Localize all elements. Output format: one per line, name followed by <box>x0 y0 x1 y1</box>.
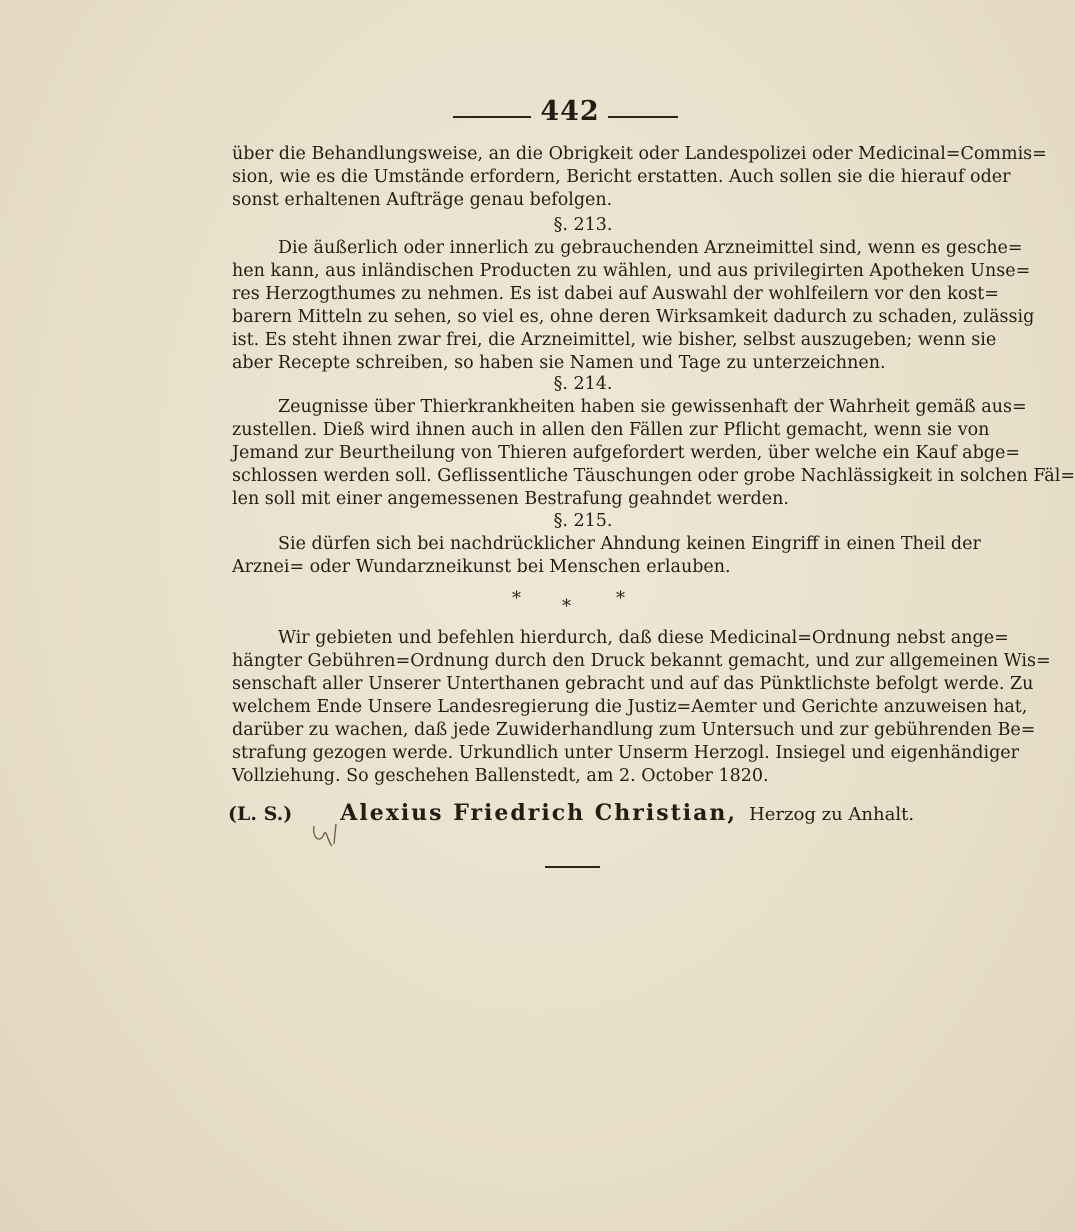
section-heading: §. 213. <box>553 215 613 235</box>
asterisk: * <box>512 588 521 609</box>
section-heading: §. 214. <box>553 374 613 394</box>
section-213 <box>232 214 1035 375</box>
closing-rule <box>545 866 600 868</box>
section-heading: §. 215. <box>553 511 613 531</box>
text-line: Wir gebieten und befehlen hierdurch, daß diese Medicinal=Ordnung nebst ange= <box>278 628 1009 648</box>
text-line: senschaft aller Unserer Unterthanen gebracht und auf das Pünktlichste befolgt werde. Zu <box>232 674 1034 694</box>
text-line: Vollziehung. So geschehen Ballenstedt, am 2. October 1820. <box>232 766 769 786</box>
handwritten-mark <box>310 820 350 850</box>
section-214 <box>232 373 1075 511</box>
text-line: welchem Ende Unsere Landesregierung die Justiz=Aemter und Gerichte anzuweisen hat, <box>232 697 1028 717</box>
page-number: 442 <box>540 96 600 127</box>
text-line: barern Mitteln zu sehen, so viel es, ohne deren Wirksamkeit dadurch zu schaden, zulässig <box>232 307 1035 327</box>
text-line: hängter Gebühren=Ordnung durch den Druck bekannt gemacht, und zur allgemeinen Wis= <box>232 651 1051 671</box>
text-line: Jemand zur Beurtheilung von Thieren aufgefordert werden, über welche ein Kauf abge= <box>232 443 1021 463</box>
text-line: ist. Es steht ihnen zwar frei, die Arzneimittel, wie bisher, selbst auszugeben; wenn sie <box>232 330 997 350</box>
signatory-title: Herzog zu Anhalt. <box>749 804 915 825</box>
text-line: zustellen. Dieß wird ihnen auch in allen den Fällen zur Pflicht gemacht, wenn sie von <box>232 420 990 440</box>
text-line: über die Behandlungsweise, an die Obrigkeit oder Landespolizei oder Medicinal=Commis= <box>232 144 1047 164</box>
header-rule-left <box>453 116 531 118</box>
signatory-name: Alexius Friedrich Christian, <box>340 800 738 826</box>
text-line: strafung gezogen werde. Urkundlich unter Unserm Herzogl. Insiegel und eigenhändiger <box>232 743 1020 763</box>
section-divider-asterisks <box>500 588 640 617</box>
text-line: sion, wie es die Umstände erfordern, Bericht erstatten. Auch sollen sie die hierauf oder <box>232 167 1011 187</box>
text-line: Zeugnisse über Thierkrankheiten haben sie gewissenhaft der Wahrheit gemäß aus= <box>278 397 1027 417</box>
seal-mark: (L. S.) <box>228 803 293 825</box>
text-line: len soll mit einer angemessenen Bestrafung geahndet werden. <box>232 489 789 509</box>
section-215 <box>232 510 981 579</box>
closing-paragraph <box>232 627 1051 788</box>
text-line: darüber zu wachen, daß jede Zuwiderhandlung zum Untersuch und zur gebührenden Be= <box>232 720 1036 740</box>
text-line: res Herzogthumes zu nehmen. Es ist dabei auf Auswahl der wohlfeilern vor den kost= <box>232 284 999 304</box>
text-line: Arznei= oder Wundarzneikunst bei Menschen erlauben. <box>232 557 731 577</box>
text-line: aber Recepte schreiben, so haben sie Namen und Tage zu unterzeichnen. <box>232 353 886 373</box>
intro-paragraph <box>232 143 1047 212</box>
text-line: hen kann, aus inländischen Producten zu wählen, und aus privilegirten Apotheken Unse= <box>232 261 1031 281</box>
header-rule-right <box>608 116 678 118</box>
text-line: sonst erhaltenen Aufträge genau befolgen. <box>232 190 613 210</box>
text-line: Die äußerlich oder innerlich zu gebrauchenden Arzneimittel sind, wenn es gesche= <box>278 238 1023 258</box>
text-line: Sie dürfen sich bei nachdrücklicher Ahndung keinen Eingriff in einen Theil der <box>278 534 981 554</box>
page-header <box>0 96 1000 136</box>
text-line: schlossen werden soll. Geflissentliche Täuschungen oder grobe Nachlässigkeit in solchen Fäl= <box>232 466 1075 486</box>
asterisk: * <box>562 596 571 617</box>
asterisk: * <box>616 588 625 609</box>
